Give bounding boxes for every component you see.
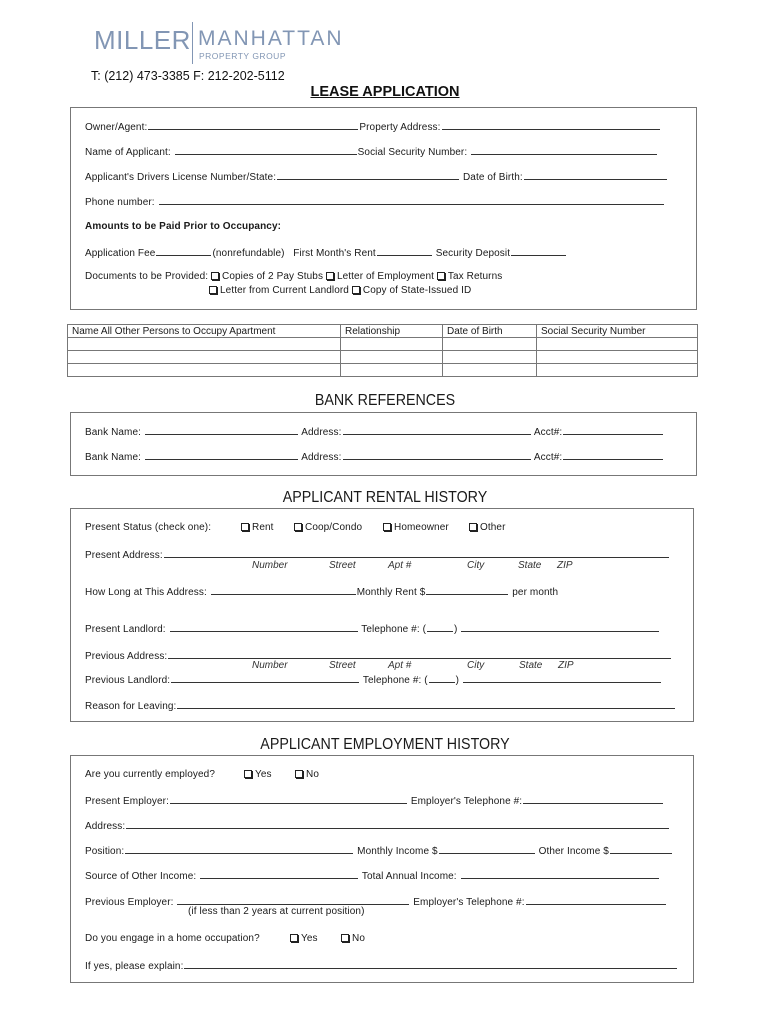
present-address-label: Present Address: xyxy=(85,550,163,561)
other-label: Other xyxy=(480,522,506,533)
bank-row-2 xyxy=(85,450,664,463)
source-income-label: Source of Other Income: xyxy=(85,871,197,882)
bank-address-field[interactable] xyxy=(343,425,531,435)
reason-row xyxy=(85,699,676,712)
annual-income-label: Total Annual Income: xyxy=(361,871,457,882)
position-field[interactable] xyxy=(125,844,353,854)
paren-close: ) xyxy=(455,675,460,686)
present-status-label: Present Status (check one): xyxy=(85,522,212,533)
home-occupation-label: Do you engage in a home occupation? xyxy=(85,933,260,944)
page-title: LEASE APPLICATION xyxy=(310,84,460,100)
bank-address-label: Address: xyxy=(301,427,342,438)
employer-phone-field[interactable] xyxy=(523,794,663,804)
doc-tax-label: Tax Returns xyxy=(447,271,503,282)
col-dob-header: Date of Birth xyxy=(443,325,537,338)
how-long-row xyxy=(85,585,558,598)
acct-label: Acct#: xyxy=(533,427,563,438)
doc-paystubs-checkbox[interactable] xyxy=(211,272,219,280)
bank-address-field[interactable] xyxy=(343,450,531,460)
col-ssn-header: Social Security Number xyxy=(537,325,698,338)
source-income-row xyxy=(85,869,660,882)
employed-row xyxy=(85,769,215,780)
table-cell[interactable] xyxy=(443,351,537,364)
ssn-label: Social Security Number: xyxy=(357,147,468,158)
homeowner-checkbox[interactable] xyxy=(383,523,391,531)
doc-id-label: Copy of State-Issued ID xyxy=(362,285,472,296)
hint-city: City xyxy=(467,660,485,671)
hint-state: State xyxy=(518,560,542,571)
application-fee-label: Application Fee xyxy=(85,248,156,259)
present-address-field[interactable] xyxy=(164,548,669,558)
phone-row xyxy=(85,195,665,208)
acct-field[interactable] xyxy=(563,450,663,460)
landlord-area-code-field[interactable] xyxy=(427,622,453,632)
hint-zip: ZIP xyxy=(557,560,573,571)
doc-tax-checkbox[interactable] xyxy=(437,272,445,280)
present-address-row xyxy=(85,548,670,561)
bank-address-label: Address: xyxy=(301,452,342,463)
other-option xyxy=(469,522,506,533)
occupants-table xyxy=(67,324,698,377)
employed-label: Are you currently employed? xyxy=(85,769,215,780)
table-row xyxy=(68,338,698,351)
table-cell[interactable] xyxy=(341,338,443,351)
rent-checkbox[interactable] xyxy=(241,523,249,531)
nonrefundable-label: (nonrefundable) xyxy=(212,248,285,259)
bank-name-label: Bank Name: xyxy=(85,427,142,438)
phone-field[interactable] xyxy=(159,195,664,205)
table-row xyxy=(68,364,698,377)
table-cell[interactable] xyxy=(443,338,537,351)
present-landlord-field[interactable] xyxy=(170,622,358,632)
prev-landlord-phone-label: Telephone #: ( xyxy=(362,675,428,686)
previous-employer-field[interactable] xyxy=(177,895,409,905)
employed-yes-checkbox[interactable] xyxy=(244,770,252,778)
emp-address-row xyxy=(85,819,670,832)
previous-address-label: Previous Address: xyxy=(85,651,168,662)
doc-landlord-label: Letter from Current Landlord xyxy=(220,285,349,296)
employed-yes-label: Yes xyxy=(255,769,272,780)
owner-agent-label: Owner/Agent: xyxy=(85,122,148,133)
rental-box xyxy=(70,508,694,722)
applicant-row xyxy=(85,145,658,158)
table-cell[interactable] xyxy=(68,364,341,377)
employment-section-title: APPLICANT EMPLOYMENT HISTORY xyxy=(260,736,510,753)
license-row xyxy=(85,170,668,183)
hint-apt: Apt # xyxy=(388,560,412,571)
other-income-field[interactable] xyxy=(610,844,672,854)
amounts-heading: Amounts to be Paid Prior to Occupancy: xyxy=(85,221,282,232)
employed-no-label: No xyxy=(306,769,319,780)
home-yes xyxy=(290,933,318,944)
rental-section-title: APPLICANT RENTAL HISTORY xyxy=(282,489,488,506)
license-field[interactable] xyxy=(277,170,459,180)
doc-paystubs-label: Copies of 2 Pay Stubs xyxy=(222,271,324,282)
present-employer-field[interactable] xyxy=(170,794,407,804)
hint-street: Street xyxy=(329,560,356,571)
position-label: Position: xyxy=(85,846,125,857)
other-checkbox[interactable] xyxy=(469,523,477,531)
home-no-checkbox[interactable] xyxy=(341,934,349,942)
present-employer-label: Present Employer: xyxy=(85,796,169,807)
doc-employment-label: Letter of Employment xyxy=(336,271,434,282)
present-landlord-row xyxy=(85,622,660,635)
logo-subtitle: PROPERTY GROUP xyxy=(199,51,286,61)
other-income-label: Other Income $ xyxy=(538,846,609,857)
table-header-row xyxy=(68,325,698,338)
present-status-row xyxy=(85,522,211,533)
coop-option xyxy=(294,522,362,533)
table-cell[interactable] xyxy=(537,338,698,351)
paren-close: ) xyxy=(454,624,458,635)
fees-row xyxy=(85,246,567,259)
monthly-income-field[interactable] xyxy=(439,844,535,854)
col-relationship-header: Relationship xyxy=(341,325,443,338)
table-cell[interactable] xyxy=(537,364,698,377)
previous-employer-row xyxy=(85,895,667,908)
reason-label: Reason for Leaving: xyxy=(85,701,177,712)
phone-label: Phone number: xyxy=(85,197,155,208)
monthly-rent-label: Monthly Rent $ xyxy=(356,587,426,598)
bank-name-label: Bank Name: xyxy=(85,452,142,463)
status-options xyxy=(241,522,274,533)
table-cell[interactable] xyxy=(341,351,443,364)
homeowner-label: Homeowner xyxy=(394,522,449,533)
home-yes-checkbox[interactable] xyxy=(290,934,298,942)
how-long-field[interactable] xyxy=(211,585,356,595)
ssn-field[interactable] xyxy=(471,145,657,155)
emp-address-field[interactable] xyxy=(126,819,669,829)
home-occupation-row xyxy=(85,933,260,944)
logo-miller: MILLER xyxy=(94,25,191,55)
doc-id-checkbox[interactable] xyxy=(352,286,360,294)
source-income-field[interactable] xyxy=(200,869,358,879)
table-cell[interactable] xyxy=(68,338,341,351)
coop-checkbox[interactable] xyxy=(294,523,302,531)
if-less-note: (if less than 2 years at current position) xyxy=(188,906,365,917)
explain-field[interactable] xyxy=(184,959,677,969)
hint-number: Number xyxy=(252,660,288,671)
home-no-label: No xyxy=(352,933,365,944)
per-month-label: per month xyxy=(512,587,559,598)
home-no xyxy=(341,933,365,944)
annual-income-field[interactable] xyxy=(461,869,659,879)
hint-number: Number xyxy=(252,560,288,571)
phone-fax-line: T: (212) 473-3385 F: 212-202-5112 xyxy=(91,69,285,83)
table-cell[interactable] xyxy=(68,351,341,364)
dob-field[interactable] xyxy=(524,170,667,180)
table-cell[interactable] xyxy=(341,364,443,377)
deposit-label: Security Deposit xyxy=(435,248,511,259)
reason-field[interactable] xyxy=(177,699,675,709)
documents-label: Documents to be Provided: xyxy=(85,271,209,282)
first-month-label: First Month's Rent xyxy=(293,248,376,259)
col-name-header: Name All Other Persons to Occupy Apartment xyxy=(68,325,341,338)
prev-landlord-phone-field[interactable] xyxy=(463,673,661,683)
hint-state: State xyxy=(519,660,543,671)
table-row xyxy=(68,351,698,364)
prev-employer-phone-label: Employer's Telephone #: xyxy=(413,897,525,908)
previous-landlord-field[interactable] xyxy=(171,673,359,683)
documents-row-2 xyxy=(209,285,471,296)
bank-section-title: BANK REFERENCES xyxy=(314,392,456,409)
explain-row xyxy=(85,959,678,972)
doc-employment-checkbox[interactable] xyxy=(326,272,334,280)
home-yes-label: Yes xyxy=(301,933,318,944)
license-label: Applicant's Drivers License Number/State: xyxy=(85,172,277,183)
owner-row xyxy=(85,120,661,133)
acct-label: Acct#: xyxy=(533,452,563,463)
bank-box xyxy=(70,412,697,476)
dob-label: Date of Birth: xyxy=(462,172,523,183)
position-row xyxy=(85,844,673,857)
application-fee-field[interactable] xyxy=(156,246,211,256)
monthly-income-label: Monthly Income $ xyxy=(357,846,438,857)
present-employer-row xyxy=(85,794,664,807)
previous-address-field[interactable] xyxy=(168,649,671,659)
employed-yes xyxy=(244,769,272,780)
previous-address-row xyxy=(85,649,672,662)
hint-street: Street xyxy=(329,660,356,671)
name-field[interactable] xyxy=(175,145,357,155)
property-address-label: Property Address: xyxy=(359,122,441,133)
logo-divider xyxy=(192,22,193,64)
explain-label: If yes, please explain: xyxy=(85,961,184,972)
property-address-field[interactable] xyxy=(442,120,660,130)
doc-landlord-checkbox[interactable] xyxy=(209,286,217,294)
how-long-label: How Long at This Address: xyxy=(85,587,207,598)
acct-field[interactable] xyxy=(563,425,663,435)
previous-landlord-label: Previous Landlord: xyxy=(85,675,171,686)
hint-city: City xyxy=(467,560,485,571)
employer-phone-label: Employer's Telephone #: xyxy=(410,796,523,807)
bank-row-1 xyxy=(85,425,664,438)
coop-label: Coop/Condo xyxy=(305,522,363,533)
logo-manhattan: MANHATTAN xyxy=(198,27,344,50)
documents-row xyxy=(85,271,502,282)
hint-zip: ZIP xyxy=(558,660,574,671)
employed-no-checkbox[interactable] xyxy=(295,770,303,778)
first-month-field[interactable] xyxy=(377,246,432,256)
employed-no xyxy=(295,769,319,780)
table-cell[interactable] xyxy=(537,351,698,364)
bank-name-field[interactable] xyxy=(145,450,298,460)
landlord-phone-field[interactable] xyxy=(461,622,659,632)
hint-apt: Apt # xyxy=(388,660,412,671)
prev-landlord-area-code-field[interactable] xyxy=(429,673,455,683)
prev-employer-phone-field[interactable] xyxy=(526,895,666,905)
previous-employer-label: Previous Employer: xyxy=(85,897,174,908)
emp-address-label: Address: xyxy=(85,821,126,832)
previous-landlord-row xyxy=(85,673,662,686)
present-landlord-label: Present Landlord: xyxy=(85,624,166,635)
name-label: Name of Applicant: xyxy=(85,147,171,158)
landlord-phone-label: Telephone #: ( xyxy=(361,624,427,635)
deposit-field[interactable] xyxy=(511,246,566,256)
bank-name-field[interactable] xyxy=(145,425,298,435)
rent-label: Rent xyxy=(252,522,274,533)
homeowner-option xyxy=(383,522,449,533)
table-cell[interactable] xyxy=(443,364,537,377)
monthly-rent-field[interactable] xyxy=(426,585,508,595)
owner-agent-field[interactable] xyxy=(148,120,358,130)
